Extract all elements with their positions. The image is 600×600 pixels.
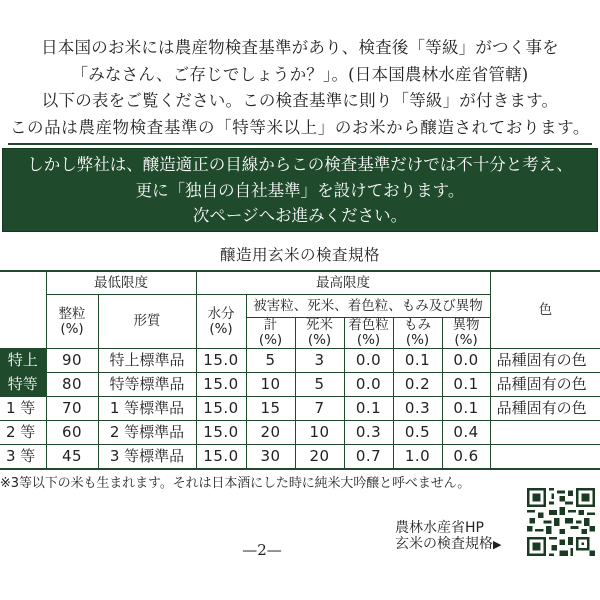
- ibutsu-cell: 0.1: [442, 397, 490, 421]
- color-cell: 品種固有の色: [490, 373, 600, 397]
- seiryu-cell: 45: [46, 445, 98, 470]
- ibutsu-cell: 0.0: [442, 349, 490, 373]
- color-cell: [490, 421, 600, 445]
- suibun-cell: 15.0: [196, 373, 246, 397]
- play-arrow-icon: ▶: [493, 538, 502, 551]
- notice-line-3: 次ページへお進みください。: [192, 206, 408, 225]
- max-group-header: 最高限度: [196, 271, 490, 295]
- intro-line-4: この品は農産物検査基準の「特等米以上」のお米から醸造されております。: [9, 117, 591, 137]
- min-group-header: 最低限度: [46, 271, 196, 295]
- color-header: 色: [490, 271, 600, 349]
- momi-cell: 0.2: [393, 373, 442, 397]
- color-cell: 品種固有の色: [490, 349, 600, 373]
- seiryu-header: 整粒 (%): [46, 295, 98, 349]
- chakushoku-cell: 0.1: [344, 397, 393, 421]
- shimai-cell: 20: [295, 445, 344, 470]
- suibun-cell: 15.0: [196, 349, 246, 373]
- intro-line-3: 以下の表をご覧ください。この検査基準に則り「等級」が付きます。: [41, 91, 559, 110]
- shimai-cell: 5: [295, 373, 344, 397]
- qr-code-icon[interactable]: [527, 488, 595, 556]
- ibutsu-cell: 0.4: [442, 421, 490, 445]
- momi-header: もみ (%): [393, 318, 442, 349]
- momi-cell: 0.5: [393, 421, 442, 445]
- table-row: [0, 445, 600, 470]
- grade-cell: 1 等: [0, 397, 46, 421]
- page-number: —2—: [242, 541, 282, 559]
- seiryu-cell: 70: [46, 397, 98, 421]
- inspection-standards-table: [0, 270, 600, 470]
- seiryu-cell: 60: [46, 421, 98, 445]
- shimai-cell: 7: [295, 397, 344, 421]
- chakushoku-cell: 0.3: [344, 421, 393, 445]
- color-cell: 品種固有の色: [490, 397, 600, 421]
- kei-cell: 5: [246, 349, 295, 373]
- kei-header: 計 (%): [246, 318, 295, 349]
- kei-cell: 10: [246, 373, 295, 397]
- table-row: [0, 349, 600, 373]
- keishitsu-cell: 3 等標準品: [98, 445, 196, 470]
- table-row: [0, 373, 600, 397]
- shimai-cell: 3: [295, 349, 344, 373]
- maff-link[interactable]: [395, 520, 501, 553]
- damage-group-header: 被害粒、死米、着色粒、もみ及び異物: [246, 295, 490, 318]
- momi-cell: 0.1: [393, 349, 442, 373]
- chakushoku-cell: 0.0: [344, 349, 393, 373]
- table-row: [0, 397, 600, 421]
- maff-link-line-1: 農林水産省HP: [395, 520, 484, 536]
- intro-line-1: 日本国のお米には農産物検査基準があり、検査後「等級」がつく事を: [41, 38, 559, 57]
- notice-line-2: 更に「独自の自社基準」を設けております。: [135, 180, 465, 200]
- keishitsu-header: 形質: [98, 295, 196, 349]
- seiryu-cell: 90: [46, 349, 98, 373]
- suibun-cell: 15.0: [196, 445, 246, 470]
- keishitsu-cell: 2 等標準品: [98, 421, 196, 445]
- suibun-cell: 15.0: [196, 421, 246, 445]
- color-cell: [490, 445, 600, 470]
- keishitsu-cell: 特等標準品: [98, 373, 196, 397]
- suibun-header: 水分 (%): [196, 295, 246, 349]
- shimai-header: 死米 (%): [295, 318, 344, 349]
- keishitsu-cell: 特上標準品: [98, 349, 196, 373]
- grade-cell: 2 等: [0, 421, 46, 445]
- notice-line-1: しかし弊社は、醸造適正の目線からこの検査基準だけでは不十分と考え、: [27, 155, 573, 174]
- kei-cell: 30: [246, 445, 295, 470]
- footnote: ※3等以下の米も生まれます。それは日本酒にした時に純米大吟醸と呼べません。: [0, 476, 471, 491]
- kei-cell: 20: [246, 421, 295, 445]
- intro-line-2: 「みなさん、ご存じでしょうか？」。(日本国農林水産省管轄): [71, 64, 529, 84]
- grade-cell: 特上: [0, 349, 46, 373]
- divider: [8, 143, 592, 145]
- suibun-cell: 15.0: [196, 397, 246, 421]
- chakushoku-header: 着色粒 (%): [344, 318, 393, 349]
- chakushoku-cell: 0.7: [344, 445, 393, 470]
- keishitsu-cell: 1 等標準品: [98, 397, 196, 421]
- shimai-cell: 10: [295, 421, 344, 445]
- intro-text: [0, 35, 600, 141]
- table-row: [0, 421, 600, 445]
- maff-link-line-2: 玄米の検査規格: [395, 536, 493, 552]
- grade-cell: 3 等: [0, 445, 46, 470]
- ibutsu-cell: 0.1: [442, 373, 490, 397]
- ibutsu-cell: 0.6: [442, 445, 490, 470]
- notice-box: [2, 148, 598, 232]
- momi-cell: 1.0: [393, 445, 442, 470]
- momi-cell: 0.3: [393, 397, 442, 421]
- grade-header: [0, 271, 46, 349]
- chakushoku-cell: 0.0: [344, 373, 393, 397]
- kei-cell: 15: [246, 397, 295, 421]
- grade-cell: 特等: [0, 373, 46, 397]
- seiryu-cell: 80: [46, 373, 98, 397]
- ibutsu-header: 異物 (%): [442, 318, 490, 349]
- table-title: 醸造用玄米の検査規格: [219, 246, 380, 264]
